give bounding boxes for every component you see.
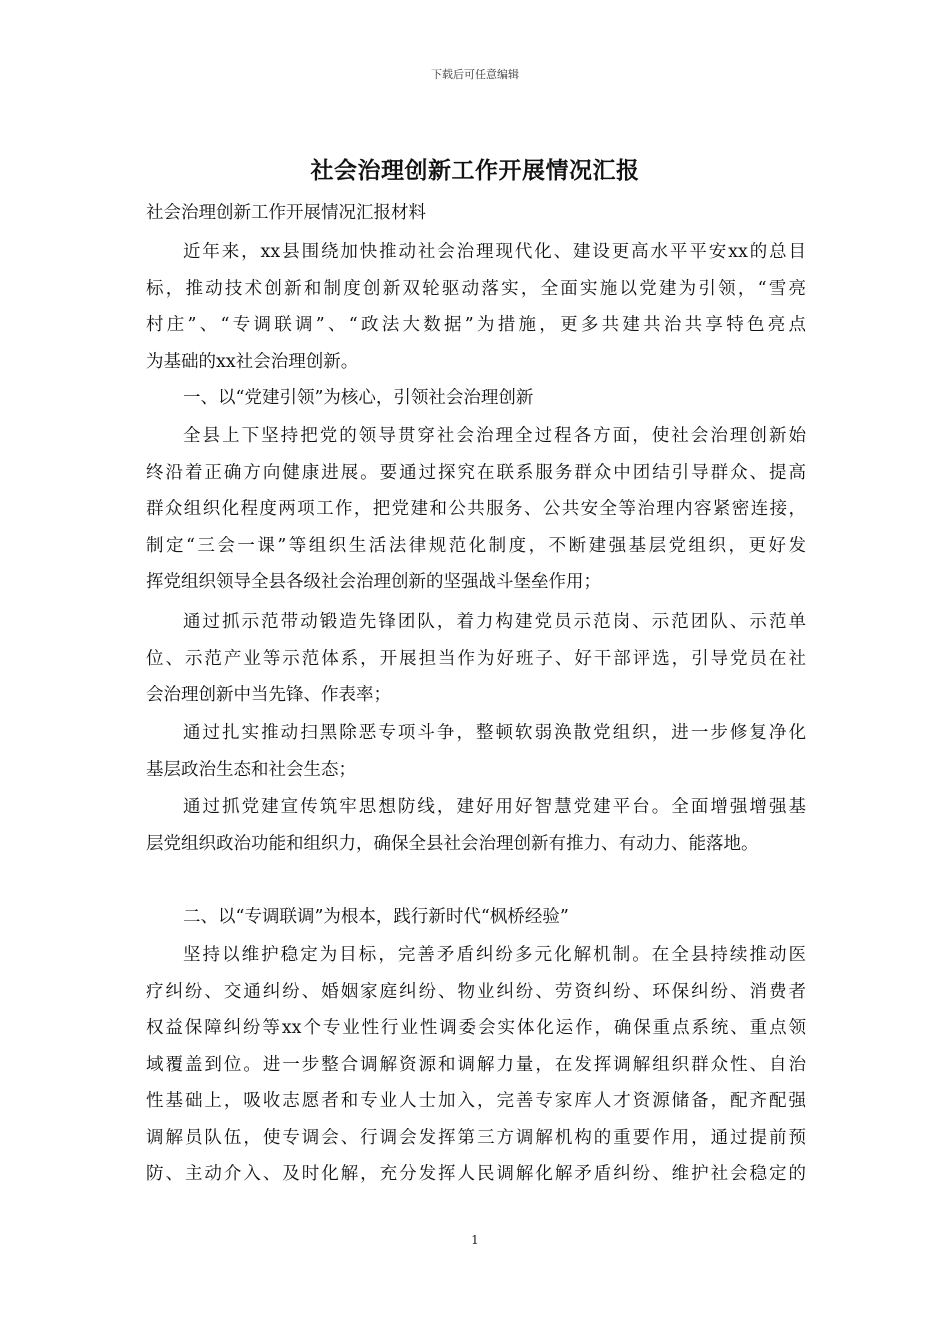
header-note: 下载后可任意编辑 xyxy=(431,68,519,81)
paragraph-line: 位、示范产业等示范体系，开展担当作为好班子、好干部评选，引导党员在社 xyxy=(146,648,806,669)
section-1-paragraph-4 xyxy=(146,789,806,862)
paragraph-line: 基层政治生态和社会生态； xyxy=(146,759,356,780)
paragraph-line: 挥党组织领导全县各级社会治理创新的坚强战斗堡垒作用； xyxy=(146,572,601,592)
paragraph-line: 群众组织化程度两项工作，把党建和公共服务、公共安全等治理内容紧密连接， xyxy=(146,499,806,519)
section-2-paragraph-1 xyxy=(146,937,806,1193)
paragraph-line: 制定“三会一课”等组织生活法律规范化制度，不断建强基层党组织，更好发 xyxy=(146,535,806,556)
section-1-heading xyxy=(146,380,806,417)
paragraph-line: 全县上下坚持把党的领导贯穿社会治理全过程各方面，使社会治理创新始 xyxy=(183,426,806,446)
paragraph-line: 通过抓示范带动锻造先锋团队，着力构建党员示范岗、示范团队、示范单 xyxy=(183,612,806,632)
paragraph-line: 通过抓党建宣传筑牢思想防线，建好用好智慧党建平台。全面增强增强基 xyxy=(183,797,806,817)
paragraph-line: 通过扎实推动扫黑除恶专项斗争，整顿软弱涣散党组织，进一步修复净化 xyxy=(183,723,806,743)
paragraph-line: 会治理创新中当先锋、作表率； xyxy=(146,685,391,705)
paragraph-line: 疗纠纷、交通纠纷、婚姻家庭纠纷、物业纠纷、劳资纠纷、环保纠纷、消费者 xyxy=(146,981,806,1002)
section-heading-text: 一、以“党建引领”为核心，引领社会治理创新 xyxy=(183,388,534,408)
page-number: 1 xyxy=(471,1233,479,1247)
intro-paragraph xyxy=(146,234,806,380)
paragraph-line: 终沿着正确方向健康进展。要通过探究在联系服务群众中团结引导群众、提高 xyxy=(146,462,806,483)
section-1-paragraph-2 xyxy=(146,604,806,714)
paragraph-line: 坚持以维护稳定为目标，完善矛盾纠纷多元化解机制。在全县持续推动医 xyxy=(183,945,806,965)
section-2-heading xyxy=(146,899,806,936)
paragraph-line: 村庄”、“专调联调”、“政法大数据”为措施，更多共建共治共享特色亮点 xyxy=(146,315,806,335)
section-heading-text: 二、以“专调联调”为根本，践行新时代“枫桥经验” xyxy=(183,907,569,927)
paragraph-line: 为基础的xx社会治理创新。 xyxy=(146,351,359,372)
paragraph-line: 调解员队伍，使专调会、行调会发挥第三方调解机构的重要作用，通过提前预 xyxy=(146,1127,806,1148)
section-1-paragraph-1 xyxy=(146,418,806,601)
document-title: 社会治理创新工作开展情况汇报 xyxy=(310,157,640,184)
paragraph-line: 近年来，xx县围绕加快推动社会治理现代化、建设更高水平平安xx的总目 xyxy=(183,242,806,262)
paragraph-line: 权益保障纠纷等xx个专业性行业性调委会实体化运作，确保重点系统、重点领 xyxy=(146,1018,806,1038)
paragraph-line: 防、主动介入、及时化解，充分发挥人民调解化解矛盾纠纷、维护社会稳定的 xyxy=(146,1164,806,1184)
section-1-paragraph-3 xyxy=(146,715,806,788)
document-subtitle: 社会治理创新工作开展情况汇报材料 xyxy=(146,203,426,223)
paragraph-line: 域覆盖到位。进一步整合调解资源和调解力量，在发挥调解组织群众性、自治 xyxy=(146,1054,806,1075)
paragraph-line: 标，推动技术创新和制度创新双轮驱动落实，全面实施以党建为引领，“雪亮 xyxy=(146,278,806,299)
paragraph-line: 层党组织政治功能和组织力，确保全县社会治理创新有推力、有动力、能落地。 xyxy=(146,833,759,854)
paragraph-line: 性基础上，吸收志愿者和专业人士加入，完善专家库人才资源储备，配齐配强 xyxy=(146,1091,806,1111)
